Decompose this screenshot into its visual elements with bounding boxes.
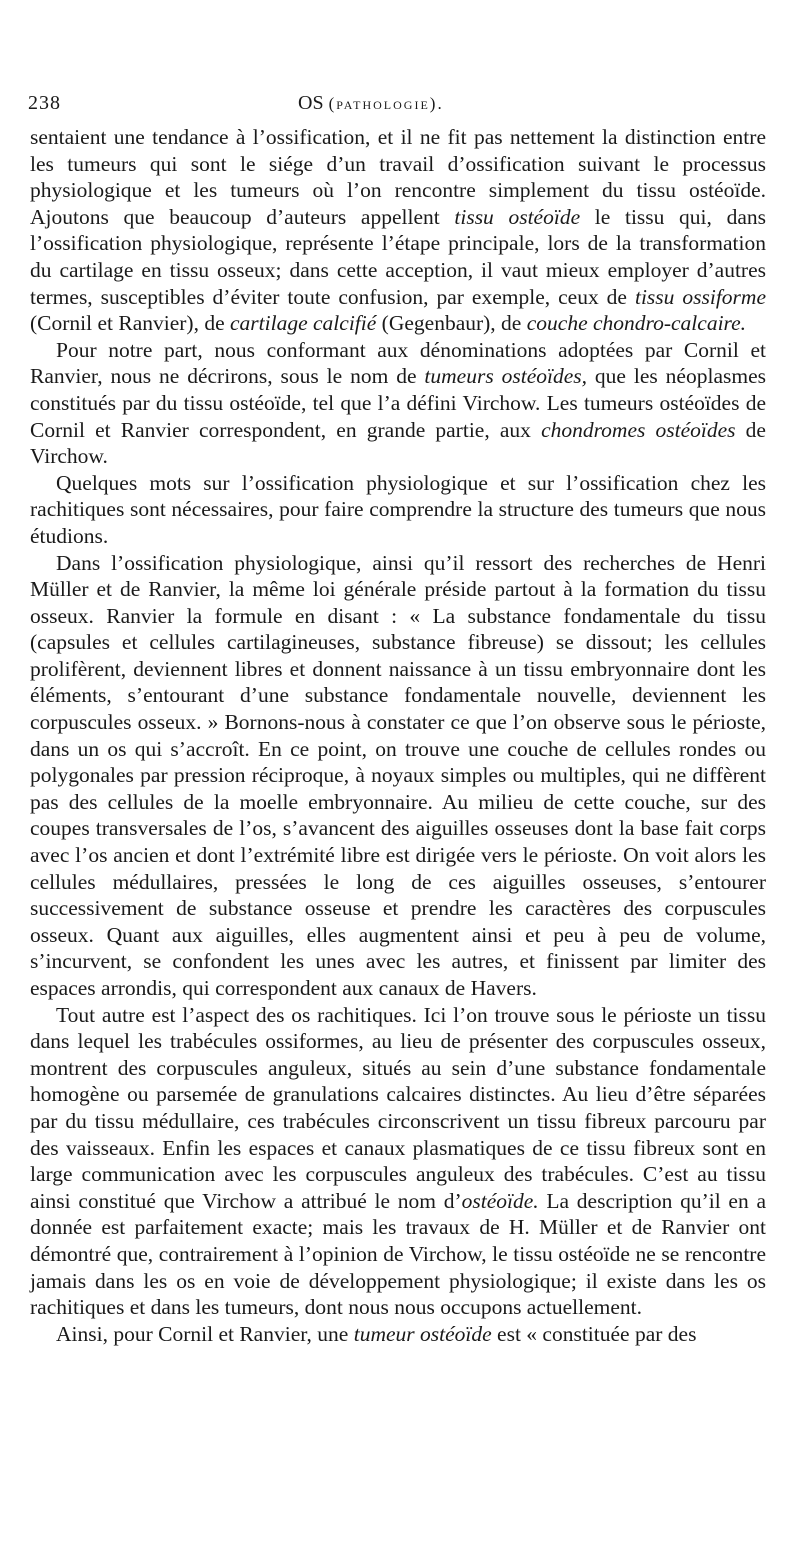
running-title-sub: (pathologie).: [328, 94, 444, 113]
text-run: Dans l’ossification physiologique, ainsi qu’il ressort des recherches de Henri Müller et de Ranvier, la même loi générale préside partout à la formation du tissu osseux. Ranvier la formule en disant : « La substance fondamentale du tissu (capsules et cellules cartilagineuses, substance fibreuse) se dissout; les cellules prolifèrent, deviennent libres et donnent naissance à un tissu embryonnaire dont les éléments, s’entourant d’une substance fondamentale nouvelle, deviennent les corpuscules osseux. » Bornons-nous à constater ce que l’on observe sous le périoste, dans un os qui s’accroît. En ce point, on trouve une couche de cellules rondes ou polygonales par pression réciproque, à noyaux simples ou multiples, qui ne diffèrent pas des cellules de la moelle embryonnaire. Au milieu de cette couche, sur des coupes transversales de l’os, s’avancent des aiguilles osseuses dont la base fait corps avec l’os ancien et dont l’extrémité libre est dirigée vers le périoste. On voit alors les cellules médullaires, pressées le long de ces aiguilles osseuses, s’entourer successivement de substance osseuse et prendre les caractères des corpuscules osseux. Quant aux aiguilles, elles augmentent ainsi et peu à peu de volume, s’incurvent, se confondent les unes avec les autres, et finissent par limiter des espaces arrondis, qui correspondent aux canaux de Havers.: [30, 550, 766, 1000]
text-run: (Gegenbaur), de: [376, 311, 527, 336]
text-run: Tout autre est l’aspect des os rachitiques. Ici l’on trouve sous le périoste un tissu dans lequel les trabécules ossiformes, au lieu de présenter des corpuscules osseux, montrent des corpuscules anguleux, situés au sein d’une substance fondamentale homogène ou parsemée de granulations calcaires distinctes. Au lieu d’être séparées par du tissu médullaire, ces trabécules circonscrivent un tissu fibreux parcouru par des vaisseaux. Enfin les espaces et canaux plasmatiques de ce tissu fibreux sont en large communication avec les corpuscules anguleux des trabécules. C’est au tissu ainsi constitué que Virchow a attribué le nom d’: [30, 1002, 766, 1213]
page-number: 238: [28, 92, 61, 114]
italic-term: cartilage calcifié: [230, 311, 377, 336]
paragraph: [30, 337, 766, 470]
running-title-main: OS: [298, 92, 324, 114]
text-run: La description qu’il en a donnée est parfaitement exacte; mais les travaux de H. Müller et de Ranvier ont démontré que, contrairement à l’opinion de Virchow, le tissu ostéoïde ne se rencontre jamais dans les os en voie de développement physiologique; il existe dans les os rachitiques et dans les tumeurs, dont nous nous occupons actuellement.: [30, 1188, 766, 1320]
italic-term: tissu ossiforme: [634, 284, 766, 309]
italic-term: tissu ostéoïde: [454, 204, 581, 229]
page-header: [28, 92, 768, 120]
text-run: Quelques mots sur l’ossification physiologique et sur l’ossification chez les rachitiques sont nécessaires, pour faire comprendre la structure des tumeurs que nous étudions.: [30, 470, 766, 548]
italic-term: ostéoïde.: [461, 1188, 539, 1213]
italic-term: tumeurs ostéoïdes,: [424, 364, 588, 389]
italic-term: chondromes ostéoïdes: [541, 417, 736, 442]
text-run: le tissu qui, dans l’ossification physiologique, représente l’étape principale, lors de la transformation du cartilage en tissu osseux; dans cette acception, il vaut mieux employer d’autres termes, susceptibles d’éviter toute confusion, par exemple, ceux de: [30, 204, 766, 309]
text-run: est « constituée par des: [491, 1321, 697, 1346]
text-run: Pour notre part, nous conformant aux dénominations adoptées par Cornil et Ranvier, nous ne décrirons, sous le nom de: [30, 337, 766, 389]
body-text: [30, 124, 766, 1347]
text-run: sentaient une tendance à l’ossification, et il ne fit pas nettement la distinction entre les tumeurs qui sont le siége d’un travail d’ossification suivant le processus physiologique et les tumeurs où l’on rencontre simplement du tissu ostéoïde. Ajoutons que beaucoup d’auteurs appellent: [30, 125, 766, 229]
text-run: (Cornil et Ranvier), de: [30, 311, 231, 336]
paragraph: [30, 1002, 766, 1321]
text-run: de Virchow.: [30, 417, 766, 469]
text-run: que les néoplasmes constitués par du tissu ostéoïde, tel que l’a défini Virchow. Les tumeurs ostéoïdes de Cornil et Ranvier correspondent, en grande partie, aux: [30, 364, 766, 442]
italic-term: tumeur ostéoïde: [353, 1321, 492, 1346]
paragraph: [30, 470, 766, 550]
text-run: Ainsi, pour Cornil et Ranvier, une: [56, 1321, 354, 1346]
paragraph: [30, 550, 766, 1002]
paragraph: [30, 124, 766, 337]
running-title: [298, 92, 444, 115]
paragraph: [30, 1321, 766, 1348]
italic-term: couche chondro-calcaire.: [526, 311, 747, 336]
